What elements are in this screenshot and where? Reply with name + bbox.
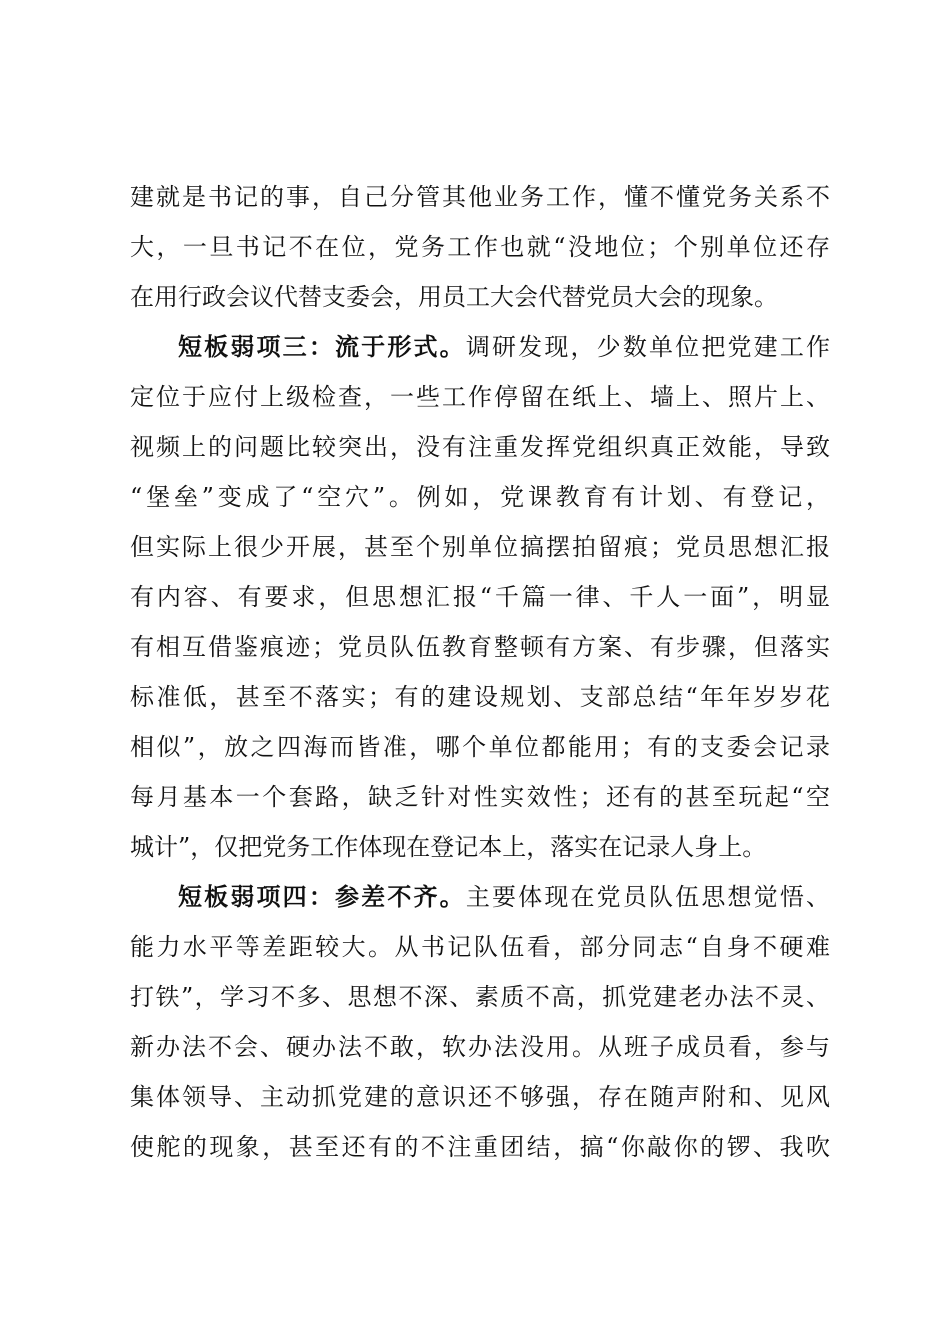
text-line-15: 主要体现在党员队伍思想觉悟、 bbox=[465, 883, 831, 911]
text-line-16: 能力水平等差距较大。从书记队伍看，部分同志“自身不硬难 bbox=[130, 933, 830, 961]
text-line-6: 视频上的问题比较突出，没有注重发挥党组织真正效能，导致 bbox=[130, 433, 830, 461]
text-line-1: 建就是书记的事，自己分管其他业务工作，懂不懂党务关系不 bbox=[130, 183, 830, 211]
text-line-20: 使舵的现象，甚至还有的不注重团结，搞“你敲你的锣、我吹 bbox=[130, 1133, 830, 1161]
text-line-5: 定位于应付上级检查，一些工作停留在纸上、墙上、照片上、 bbox=[130, 383, 830, 411]
text-line-8: 但实际上很少开展，甚至个别单位搞摆拍留痕；党员思想汇报 bbox=[130, 533, 830, 561]
text-line-18: 新办法不会、硬办法不敢，软办法没用。从班子成员看，参与 bbox=[130, 1033, 830, 1061]
text-line-11: 标准低，甚至不落实；有的建设规划、支部总结“年年岁岁花 bbox=[130, 683, 830, 711]
text-line-7: “堡垒”变成了“空穴”。例如，党课教育有计划、有登记， bbox=[130, 483, 830, 511]
text-line-10: 有相互借鉴痕迹；党员队伍教育整顿有方案、有步骤，但落实 bbox=[130, 633, 830, 661]
paragraph-4-first-line bbox=[178, 872, 830, 922]
paragraph-3-first-line bbox=[178, 322, 830, 372]
text-line-14: 城计”，仅把党务工作体现在登记本上，落实在记录人身上。 bbox=[130, 833, 767, 861]
text-line-13: 每月基本一个套路，缺乏针对性实效性；还有的甚至玩起“空 bbox=[130, 783, 830, 811]
heading-item-4: 短板弱项四：参差不齐。 bbox=[178, 882, 466, 911]
heading-item-3: 短板弱项三：流于形式。 bbox=[178, 332, 466, 361]
text-line-2: 大，一旦书记不在位，党务工作也就“没地位；个别单位还存 bbox=[130, 233, 830, 261]
text-line-19: 集体领导、主动抓党建的意识还不够强，存在随声附和、见风 bbox=[130, 1083, 830, 1111]
text-line-9: 有内容、有要求，但思想汇报“千篇一律、千人一面”，明显 bbox=[130, 583, 830, 611]
text-line-4: 调研发现，少数单位把党建工作 bbox=[465, 333, 831, 361]
text-line-12: 相似”，放之四海而皆准，哪个单位都能用；有的支委会记录 bbox=[130, 733, 830, 761]
text-line-3: 在用行政会议代替支委会，用员工大会代替党员大会的现象。 bbox=[130, 283, 778, 311]
text-line-17: 打铁”，学习不多、思想不深、素质不高，抓党建老办法不灵、 bbox=[130, 983, 830, 1011]
